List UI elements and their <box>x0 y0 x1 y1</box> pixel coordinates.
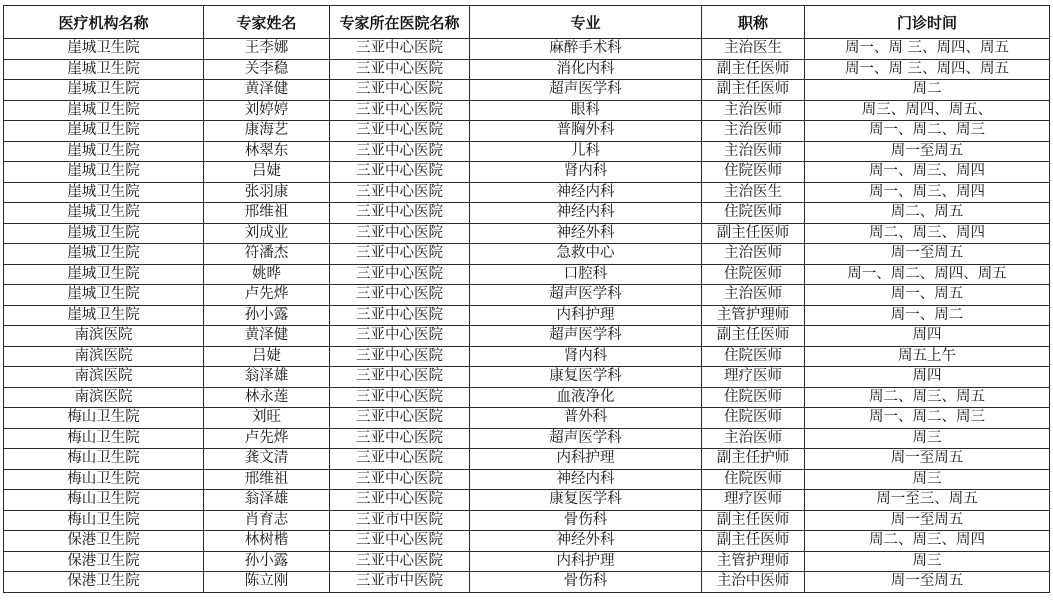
cell-expert-hospital: 三亚中心医院 <box>330 367 470 388</box>
table-row <box>4 367 1050 388</box>
cell-specialty: 神经内科 <box>470 469 702 490</box>
cell-clinic-time: 周一至周五 <box>805 449 1050 470</box>
cell-clinic-time: 周一至周五 <box>805 141 1050 162</box>
cell-specialty: 神经外科 <box>470 223 702 244</box>
cell-title: 主治医生 <box>702 182 805 203</box>
cell-expert-name: 林翠东 <box>204 141 330 162</box>
cell-institution: 崖城卫生院 <box>4 285 204 306</box>
cell-title: 副主任医师 <box>702 80 805 101</box>
cell-specialty: 康复医学科 <box>470 490 702 511</box>
table-row <box>4 223 1050 244</box>
cell-expert-name: 王李娜 <box>204 39 330 60</box>
cell-expert-name: 邢维祖 <box>204 203 330 224</box>
cell-expert-hospital: 三亚中心医院 <box>330 203 470 224</box>
cell-specialty: 普胸外科 <box>470 121 702 142</box>
cell-title: 住院医师 <box>702 387 805 408</box>
cell-title: 主治医师 <box>702 121 805 142</box>
cell-institution: 崖城卫生院 <box>4 162 204 183</box>
cell-expert-name: 林永莲 <box>204 387 330 408</box>
cell-institution: 崖城卫生院 <box>4 244 204 265</box>
cell-institution: 南滨医院 <box>4 346 204 367</box>
expert-clinic-schedule-table <box>3 5 1050 593</box>
cell-clinic-time: 周四 <box>805 367 1050 388</box>
cell-institution: 崖城卫生院 <box>4 182 204 203</box>
table-row <box>4 510 1050 531</box>
cell-institution: 南滨医院 <box>4 326 204 347</box>
cell-expert-hospital: 三亚中心医院 <box>330 408 470 429</box>
cell-expert-hospital: 三亚中心医院 <box>330 141 470 162</box>
cell-title: 副主任医师 <box>702 531 805 552</box>
cell-specialty: 神经外科 <box>470 531 702 552</box>
cell-expert-hospital: 三亚中心医院 <box>330 346 470 367</box>
table-row <box>4 326 1050 347</box>
header-row <box>4 6 1050 39</box>
table-body <box>4 39 1050 593</box>
table-row <box>4 244 1050 265</box>
cell-institution: 保港卫生院 <box>4 551 204 572</box>
table-row <box>4 572 1050 593</box>
cell-specialty: 血液净化 <box>470 387 702 408</box>
cell-clinic-time: 周一至周五 <box>805 244 1050 265</box>
table-row <box>4 80 1050 101</box>
cell-clinic-time: 周三、周四、周五、 <box>805 100 1050 121</box>
cell-institution: 崖城卫生院 <box>4 141 204 162</box>
cell-institution: 崖城卫生院 <box>4 100 204 121</box>
cell-clinic-time: 周一至三、周五 <box>805 490 1050 511</box>
cell-clinic-time: 周一、周二、周三 <box>805 121 1050 142</box>
table-row <box>4 408 1050 429</box>
cell-clinic-time: 周一、周三、周四 <box>805 162 1050 183</box>
table-row <box>4 59 1050 80</box>
cell-expert-hospital: 三亚中心医院 <box>330 326 470 347</box>
cell-expert-name: 关李稳 <box>204 59 330 80</box>
cell-specialty: 超声医学科 <box>470 428 702 449</box>
cell-specialty: 儿科 <box>470 141 702 162</box>
cell-title: 主治中医师 <box>702 572 805 593</box>
table-row <box>4 121 1050 142</box>
cell-expert-hospital: 三亚中心医院 <box>330 469 470 490</box>
cell-institution: 崖城卫生院 <box>4 80 204 101</box>
cell-clinic-time: 周二 <box>805 80 1050 101</box>
cell-clinic-time: 周三 <box>805 551 1050 572</box>
table-row <box>4 141 1050 162</box>
cell-expert-name: 陈立刚 <box>204 572 330 593</box>
cell-expert-hospital: 三亚中心医院 <box>330 162 470 183</box>
cell-expert-hospital: 三亚中心医院 <box>330 387 470 408</box>
cell-title: 主治医师 <box>702 428 805 449</box>
header-specialty: 专业 <box>470 6 702 39</box>
cell-clinic-time: 周一、周 三、周四、周五 <box>805 59 1050 80</box>
cell-title: 住院医师 <box>702 469 805 490</box>
cell-expert-hospital: 三亚中心医院 <box>330 285 470 306</box>
cell-title: 住院医师 <box>702 346 805 367</box>
cell-specialty: 超声医学科 <box>470 285 702 306</box>
cell-institution: 崖城卫生院 <box>4 203 204 224</box>
cell-institution: 崖城卫生院 <box>4 223 204 244</box>
cell-expert-name: 黄泽健 <box>204 80 330 101</box>
cell-title: 理疗医师 <box>702 490 805 511</box>
header-title: 职称 <box>702 6 805 39</box>
table-row <box>4 203 1050 224</box>
cell-expert-hospital: 三亚中心医院 <box>330 39 470 60</box>
cell-specialty: 超声医学科 <box>470 326 702 347</box>
cell-title: 主管护理师 <box>702 305 805 326</box>
cell-expert-name: 肖育志 <box>204 510 330 531</box>
cell-institution: 梅山卫生院 <box>4 449 204 470</box>
table-row <box>4 387 1050 408</box>
cell-expert-name: 吕婕 <box>204 346 330 367</box>
cell-institution: 南滨医院 <box>4 367 204 388</box>
cell-clinic-time: 周一至周五 <box>805 510 1050 531</box>
table-row <box>4 346 1050 367</box>
cell-institution: 崖城卫生院 <box>4 121 204 142</box>
table-row <box>4 100 1050 121</box>
cell-institution: 崖城卫生院 <box>4 305 204 326</box>
cell-expert-hospital: 三亚市中医院 <box>330 572 470 593</box>
cell-specialty: 口腔科 <box>470 264 702 285</box>
cell-clinic-time: 周一、周五 <box>805 285 1050 306</box>
cell-title: 主治医师 <box>702 100 805 121</box>
cell-title: 副主任医师 <box>702 223 805 244</box>
cell-expert-hospital: 三亚中心医院 <box>330 449 470 470</box>
cell-specialty: 内科护理 <box>470 551 702 572</box>
cell-clinic-time: 周一、周二 <box>805 305 1050 326</box>
cell-specialty: 神经内科 <box>470 203 702 224</box>
cell-specialty: 肾内科 <box>470 346 702 367</box>
cell-expert-name: 孙小露 <box>204 305 330 326</box>
cell-expert-hospital: 三亚中心医院 <box>330 428 470 449</box>
cell-expert-name: 刘旺 <box>204 408 330 429</box>
cell-expert-name: 刘婷婷 <box>204 100 330 121</box>
cell-institution: 崖城卫生院 <box>4 59 204 80</box>
table-row <box>4 469 1050 490</box>
cell-clinic-time: 周一、周二、周四、周五 <box>805 264 1050 285</box>
header-expert-name: 专家姓名 <box>204 6 330 39</box>
cell-title: 住院医师 <box>702 408 805 429</box>
cell-specialty: 神经内科 <box>470 182 702 203</box>
cell-expert-name: 孙小露 <box>204 551 330 572</box>
cell-title: 副主任医师 <box>702 326 805 347</box>
cell-specialty: 消化内科 <box>470 59 702 80</box>
cell-institution: 梅山卫生院 <box>4 428 204 449</box>
cell-clinic-time: 周四 <box>805 326 1050 347</box>
table-row <box>4 264 1050 285</box>
cell-expert-name: 翁泽雄 <box>204 490 330 511</box>
table-row <box>4 305 1050 326</box>
cell-specialty: 麻醉手术科 <box>470 39 702 60</box>
cell-title: 主治医生 <box>702 39 805 60</box>
cell-expert-hospital: 三亚中心医院 <box>330 490 470 511</box>
cell-expert-hospital: 三亚中心医院 <box>330 264 470 285</box>
cell-title: 主治医师 <box>702 141 805 162</box>
cell-institution: 梅山卫生院 <box>4 510 204 531</box>
cell-clinic-time: 周一、周三、周四 <box>805 182 1050 203</box>
cell-expert-name: 卢先烨 <box>204 285 330 306</box>
header-clinic-time: 门诊时间 <box>805 6 1050 39</box>
cell-expert-name: 吕婕 <box>204 162 330 183</box>
cell-expert-hospital: 三亚市中医院 <box>330 510 470 531</box>
cell-clinic-time: 周二、周三、周四 <box>805 223 1050 244</box>
cell-expert-hospital: 三亚中心医院 <box>330 531 470 552</box>
cell-clinic-time: 周二、周三、周四 <box>805 531 1050 552</box>
cell-title: 住院医师 <box>702 203 805 224</box>
table-row <box>4 449 1050 470</box>
table-row <box>4 490 1050 511</box>
cell-clinic-time: 周三 <box>805 428 1050 449</box>
cell-title: 住院医师 <box>702 264 805 285</box>
cell-title: 主管护理师 <box>702 551 805 572</box>
cell-expert-name: 邢维祖 <box>204 469 330 490</box>
cell-specialty: 眼科 <box>470 100 702 121</box>
cell-institution: 保港卫生院 <box>4 572 204 593</box>
table-row <box>4 285 1050 306</box>
cell-expert-hospital: 三亚中心医院 <box>330 80 470 101</box>
cell-expert-hospital: 三亚中心医院 <box>330 100 470 121</box>
cell-specialty: 超声医学科 <box>470 80 702 101</box>
cell-specialty: 康复医学科 <box>470 367 702 388</box>
cell-specialty: 普外科 <box>470 408 702 429</box>
cell-expert-name: 康海艺 <box>204 121 330 142</box>
cell-expert-name: 符潘杰 <box>204 244 330 265</box>
cell-expert-name: 龚文清 <box>204 449 330 470</box>
cell-institution: 保港卫生院 <box>4 531 204 552</box>
cell-expert-hospital: 三亚中心医院 <box>330 121 470 142</box>
cell-title: 主治医师 <box>702 285 805 306</box>
cell-expert-hospital: 三亚中心医院 <box>330 244 470 265</box>
cell-expert-hospital: 三亚中心医院 <box>330 551 470 572</box>
cell-title: 副主任医师 <box>702 510 805 531</box>
cell-clinic-time: 周一、周 三、周四、周五 <box>805 39 1050 60</box>
cell-clinic-time: 周一、周二、周三 <box>805 408 1050 429</box>
cell-expert-name: 刘成业 <box>204 223 330 244</box>
cell-expert-hospital: 三亚中心医院 <box>330 223 470 244</box>
table-row <box>4 182 1050 203</box>
cell-expert-name: 黄泽健 <box>204 326 330 347</box>
table-row <box>4 551 1050 572</box>
cell-specialty: 内科护理 <box>470 449 702 470</box>
cell-specialty: 内科护理 <box>470 305 702 326</box>
cell-specialty: 骨伤科 <box>470 510 702 531</box>
header-expert-hospital: 专家所在医院名称 <box>330 6 470 39</box>
cell-expert-name: 张羽康 <box>204 182 330 203</box>
cell-expert-hospital: 三亚中心医院 <box>330 182 470 203</box>
cell-title: 副主任医师 <box>702 59 805 80</box>
cell-title: 住院医师 <box>702 162 805 183</box>
cell-clinic-time: 周二、周五 <box>805 203 1050 224</box>
cell-expert-name: 翁泽雄 <box>204 367 330 388</box>
cell-clinic-time: 周三 <box>805 469 1050 490</box>
table-row <box>4 428 1050 449</box>
cell-clinic-time: 周一至周五 <box>805 572 1050 593</box>
cell-institution: 南滨医院 <box>4 387 204 408</box>
cell-institution: 梅山卫生院 <box>4 408 204 429</box>
cell-institution: 梅山卫生院 <box>4 490 204 511</box>
cell-expert-name: 姚晔 <box>204 264 330 285</box>
table-row <box>4 162 1050 183</box>
cell-clinic-time: 周五上午 <box>805 346 1050 367</box>
table-row <box>4 39 1050 60</box>
cell-specialty: 骨伤科 <box>470 572 702 593</box>
cell-institution: 崖城卫生院 <box>4 39 204 60</box>
header-institution: 医疗机构名称 <box>4 6 204 39</box>
cell-title: 副主任护师 <box>702 449 805 470</box>
cell-expert-name: 林树楷 <box>204 531 330 552</box>
cell-institution: 梅山卫生院 <box>4 469 204 490</box>
cell-title: 主治医师 <box>702 244 805 265</box>
cell-title: 理疗医师 <box>702 367 805 388</box>
table-row <box>4 531 1050 552</box>
cell-expert-hospital: 三亚中心医院 <box>330 305 470 326</box>
cell-expert-name: 卢先烨 <box>204 428 330 449</box>
cell-specialty: 肾内科 <box>470 162 702 183</box>
cell-clinic-time: 周二、周三、周五 <box>805 387 1050 408</box>
cell-expert-hospital: 三亚中心医院 <box>330 59 470 80</box>
cell-specialty: 急救中心 <box>470 244 702 265</box>
cell-institution: 崖城卫生院 <box>4 264 204 285</box>
